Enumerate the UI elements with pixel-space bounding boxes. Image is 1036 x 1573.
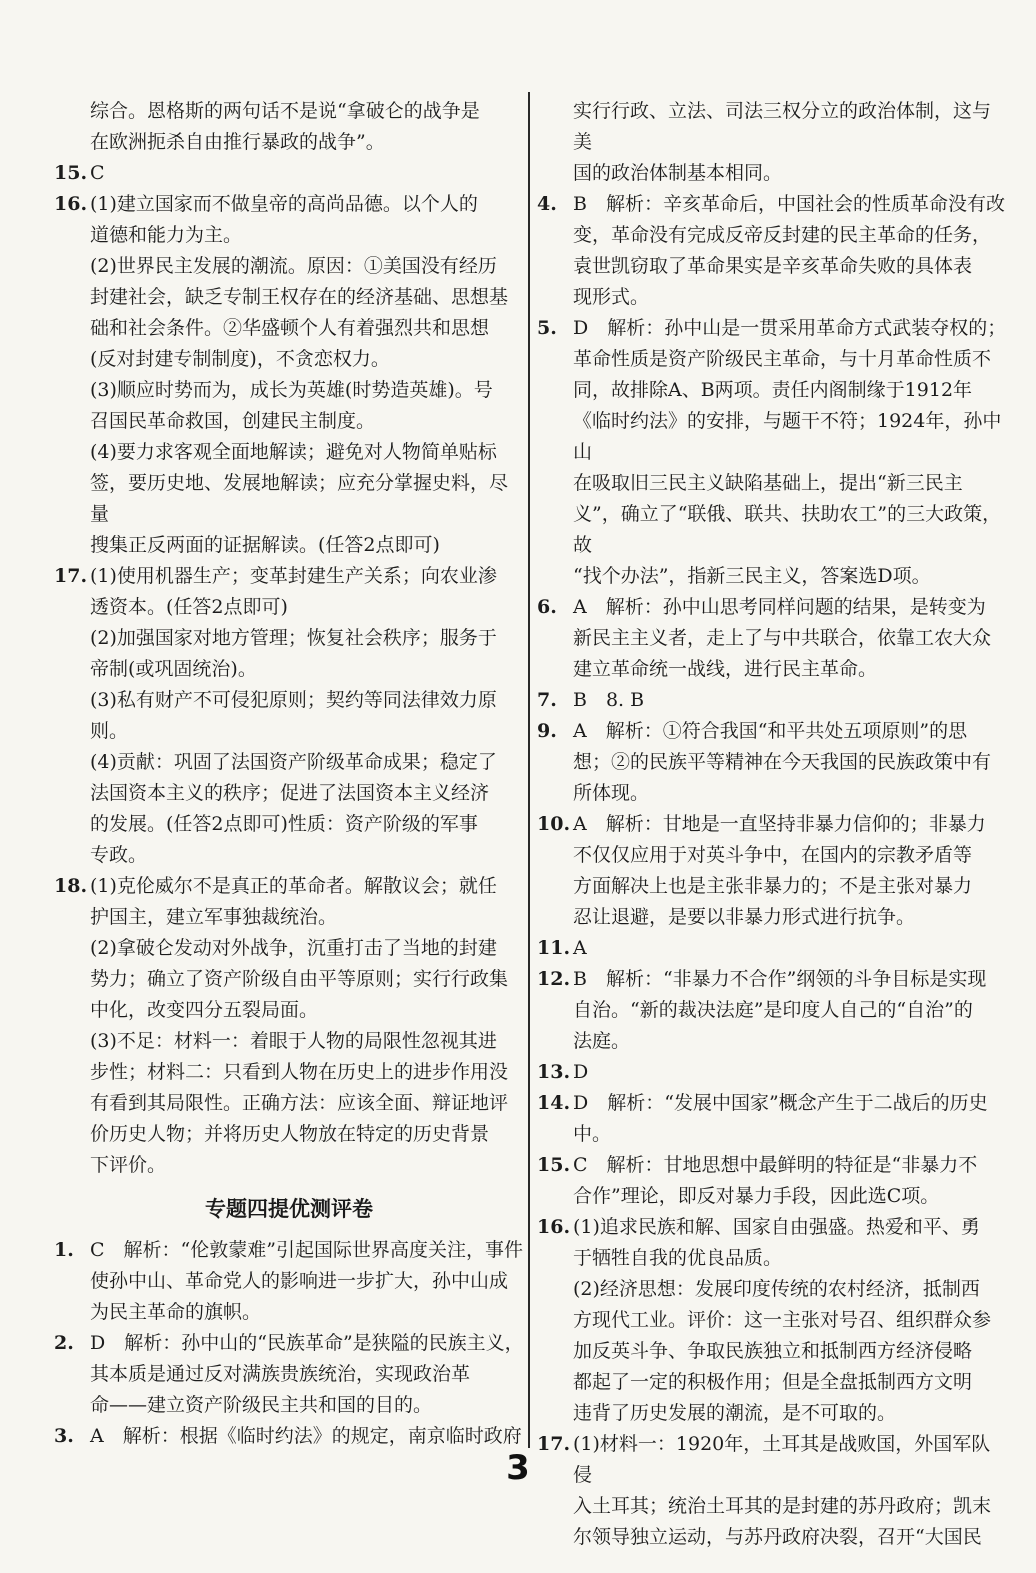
answer-line: 不仅仅应用于对英斗争中，在国内的宗教矛盾等 [573, 844, 973, 866]
answer-line: 步性；材料二：只看到人物在历史上的进步作用没 [90, 1061, 509, 1083]
answer-line: 所体现。 [573, 782, 650, 804]
answer-item [537, 1150, 1007, 1212]
answer-item [54, 375, 524, 437]
answer-line: (1)追求民族和解、国家自由强盛。热爱和平、勇 [573, 1216, 980, 1238]
question-number: 16. [54, 193, 88, 215]
answer-item [537, 1274, 1007, 1429]
answer-line: B 解析：“非暴力不合作”纲领的斗争目标是实现 [573, 968, 987, 990]
answer-item [537, 313, 1007, 592]
answer-line: 同，故排除A、B两项。责任内阁制缘于1912年 [573, 379, 973, 401]
answer-line: (3)不足：材料一：着眼于人物的局限性忽视其进 [90, 1030, 497, 1052]
answer-line: (1)克伦威尔不是真正的革命者。解散议会；就任 [90, 875, 497, 897]
answer-item [54, 933, 524, 1026]
answer-line: D 解析：孙中山的“民族革命”是狭隘的民族主义， [90, 1332, 524, 1354]
answer-item [537, 592, 1007, 685]
answer-line: 召国民革命救国，创建民主制度。 [90, 410, 376, 432]
answer-line: (1)使用机器生产；变革封建生产关系；向农业渗 [90, 565, 497, 587]
answer-line: 违背了历史发展的潮流，是不可取的。 [573, 1402, 897, 1424]
answer-item [54, 871, 524, 933]
answer-item [537, 716, 1007, 809]
answer-item [537, 809, 1007, 933]
answer-line: 的发展。(任答2点即可)性质：资产阶级的军事 [90, 813, 478, 835]
answer-line: (2)世界民主发展的潮流。原因：①美国没有经历 [90, 255, 497, 277]
page-number: 3 [506, 1448, 530, 1488]
answer-line: (2)加强国家对地方管理；恢复社会秩序；服务于 [90, 627, 497, 649]
answer-item [537, 1212, 1007, 1274]
question-number: 14. [537, 1092, 571, 1114]
right-column [537, 96, 1007, 1553]
answer-line: 为民主革命的旗帜。 [90, 1301, 262, 1323]
answer-line: B 8. B [573, 689, 645, 711]
answer-line: 综合。恩格斯的两句话不是说“拿破仑的战争是 [90, 100, 480, 122]
question-number: 17. [54, 565, 88, 587]
question-number: 12. [537, 968, 571, 990]
answer-line: (1)材料一：1920年，土耳其是战败国，外国军队侵 [573, 1433, 991, 1486]
answer-line: C [90, 162, 105, 184]
answer-line: D 解析：孙中山是一贯采用革命方式武装夺权的； [573, 317, 1007, 339]
question-number: 3. [54, 1425, 74, 1447]
answer-item [54, 437, 524, 561]
answer-line: 加反英斗争、争取民族独立和抵制西方经济侵略 [573, 1340, 973, 1362]
answer-line: 势力；确立了资产阶级自由平等原则；实行行政集 [90, 968, 509, 990]
answer-line: D 解析：“发展中国家”概念产生于二战后的历史 [573, 1092, 988, 1114]
answer-line: 合作”理论，即反对暴力手段，因此选C项。 [573, 1185, 940, 1207]
answer-line: A [573, 937, 587, 959]
answer-line: 在吸取旧三民主义缺陷基础上，提出“新三民主 [573, 472, 963, 494]
answer-item [54, 96, 524, 158]
answer-item [537, 96, 1007, 189]
question-number: 15. [54, 162, 88, 184]
answer-line: 则。 [90, 720, 129, 742]
answer-line: 其本质是通过反对满族贵族统治，实现政治革 [90, 1363, 471, 1385]
answer-line: 新民主主义者，走上了与中共联合，依靠工农大众 [573, 627, 992, 649]
answer-item [54, 623, 524, 685]
answer-line: 想；②的民族平等精神在今天我国的民族政策中有 [573, 751, 992, 773]
answer-line: 法庭。 [573, 1030, 631, 1052]
question-number: 17. [537, 1433, 571, 1455]
question-number: 13. [537, 1061, 571, 1083]
question-number: 11. [537, 937, 571, 959]
answer-line: A 解析：根据《临时约法》的规定，南京临时政府 [90, 1425, 522, 1447]
answer-line: A 解析：孙中山思考同样问题的结果，是转变为 [573, 596, 986, 618]
answer-line: 道德和能力为主。 [90, 224, 243, 246]
answer-line: A 解析：①符合我国“和平共处五项原则”的思 [573, 720, 968, 742]
answer-line: B 解析：辛亥革命后，中国社会的性质革命没有改 [573, 193, 1005, 215]
answer-line: 专政。 [90, 844, 148, 866]
answer-line: 础和社会条件。②华盛顿个人有着强烈共和思想 [90, 317, 490, 339]
answer-item [537, 964, 1007, 1057]
answer-item [537, 685, 1007, 716]
answer-item [54, 251, 524, 375]
question-number: 4. [537, 193, 557, 215]
answer-line: D [573, 1061, 589, 1083]
answer-item [537, 189, 1007, 313]
answer-line: (2)经济思想：发展印度传统的农村经济，抵制西 [573, 1278, 980, 1300]
answer-item [537, 933, 1007, 964]
answer-line: 革命性质是资产阶级民主革命，与十月革命性质不 [573, 348, 992, 370]
answer-item [537, 1057, 1007, 1088]
question-number: 5. [537, 317, 557, 339]
answer-line: 中。 [573, 1123, 612, 1145]
answer-item [54, 561, 524, 623]
answer-line: 尔领导独立运动，与苏丹政府决裂，召开“大国民 [573, 1526, 982, 1548]
answer-line: 现形式。 [573, 286, 650, 308]
answer-line: 《临时约法》的安排，与题干不符；1924年，孙中山 [573, 410, 1002, 463]
answer-line: C 解析：“伦敦蒙难”引起国际世界高度关注，事件 [90, 1239, 523, 1261]
question-number: 16. [537, 1216, 571, 1238]
answer-line: A 解析：甘地是一直坚持非暴力信仰的；非暴力 [573, 813, 986, 835]
answer-line: 于牺牲自我的优良品质。 [573, 1247, 783, 1269]
question-number: 6. [537, 596, 557, 618]
section-title: 专题四提优测评卷 [205, 1196, 373, 1221]
column-divider [528, 92, 530, 1448]
answer-line: (3)顺应时势而为，成长为英雄(时势造英雄)。号 [90, 379, 493, 401]
answer-line: 帝制(或巩固统治)。 [90, 658, 257, 680]
answer-item [54, 189, 524, 251]
answer-item [54, 1328, 524, 1421]
answer-line: C 解析：甘地思想中最鲜明的特征是“非暴力不 [573, 1154, 978, 1176]
answer-line: 价历史人物；并将历史人物放在特定的历史背景 [90, 1123, 490, 1145]
answer-line: (4)要力求客观全面地解读；避免对人物简单贴标 [90, 441, 497, 463]
answer-item [54, 747, 524, 871]
answer-line: 有看到其局限性。正确方法：应该全面、辩证地评 [90, 1092, 509, 1114]
answer-line: 都起了一定的积极作用；但是全盘抵制西方文明 [573, 1371, 973, 1393]
answer-item [54, 1026, 524, 1181]
answer-line: 中化，改变四分五裂局面。 [90, 999, 319, 1021]
answer-line: 签，要历史地、发展地解读；应充分掌握史料，尽量 [90, 472, 509, 525]
left-column [54, 96, 524, 1452]
answer-line: 入土耳其；统治土耳其的是封建的苏丹政府；凯末 [573, 1495, 992, 1517]
answer-line: 搜集正反两面的证据解读。(任答2点即可) [90, 534, 440, 556]
question-number: 2. [54, 1332, 74, 1354]
question-number: 7. [537, 689, 557, 711]
answer-line: 透资本。(任答2点即可) [90, 596, 288, 618]
answer-line: 方面解决上也是主张非暴力的；不是主张对暴力 [573, 875, 973, 897]
answer-line: (4)贡献：巩固了法国资产阶级革命成果；稳定了 [90, 751, 497, 773]
answer-line: (3)私有财产不可侵犯原则；契约等同法律效力原 [90, 689, 497, 711]
answer-line: 法国资本主义的秩序；促进了法国资本主义经济 [90, 782, 490, 804]
answer-line: 方现代工业。评价：这一主张对号召、组织群众参 [573, 1309, 992, 1331]
answer-line: 实行行政、立法、司法三权分立的政治体制，这与美 [573, 100, 992, 153]
answer-line: 忍让退避，是要以非暴力形式进行抗争。 [573, 906, 916, 928]
answer-line: 使孙中山、革命党人的影响进一步扩大，孙中山成 [90, 1270, 509, 1292]
answer-item [54, 158, 524, 189]
answer-item [537, 1088, 1007, 1150]
answer-line: 自治。“新的裁决法庭”是印度人自己的“自治”的 [573, 999, 973, 1021]
question-number: 15. [537, 1154, 571, 1176]
question-number: 18. [54, 875, 88, 897]
answer-line: “找个办法”，指新三民主义，答案选D项。 [573, 565, 931, 587]
answer-line: (1)建立国家而不做皇帝的高尚品德。以个人的 [90, 193, 478, 215]
answer-line: 命——建立资产阶级民主共和国的目的。 [90, 1394, 433, 1416]
question-number: 9. [537, 720, 557, 742]
question-number: 1. [54, 1239, 74, 1261]
answer-line: 义”，确立了“联俄、联共、扶助农工”的三大政策，故 [573, 503, 1002, 556]
answer-item [54, 685, 524, 747]
answer-item [54, 1235, 524, 1328]
answer-line: 建立革命统一战线，进行民主革命。 [573, 658, 878, 680]
answer-line: (反对封建专制制度)，不贪恋权力。 [90, 348, 390, 370]
answer-line: 袁世凯窃取了革命果实是辛亥革命失败的具体表 [573, 255, 973, 277]
answer-line: 封建社会，缺乏专制王权存在的经济基础、思想基 [90, 286, 509, 308]
answer-line: 变，革命没有完成反帝反封建的民主革命的任务， [573, 224, 992, 246]
answer-line: 在欧洲扼杀自由推行暴政的战争”。 [90, 131, 385, 153]
question-number: 10. [537, 813, 571, 835]
answer-line: (2)拿破仑发动对外战争，沉重打击了当地的封建 [90, 937, 497, 959]
answer-line: 国的政治体制基本相同。 [573, 162, 783, 184]
answer-line: 护国主，建立军事独裁统治。 [90, 906, 338, 928]
answer-line: 下评价。 [90, 1154, 167, 1176]
